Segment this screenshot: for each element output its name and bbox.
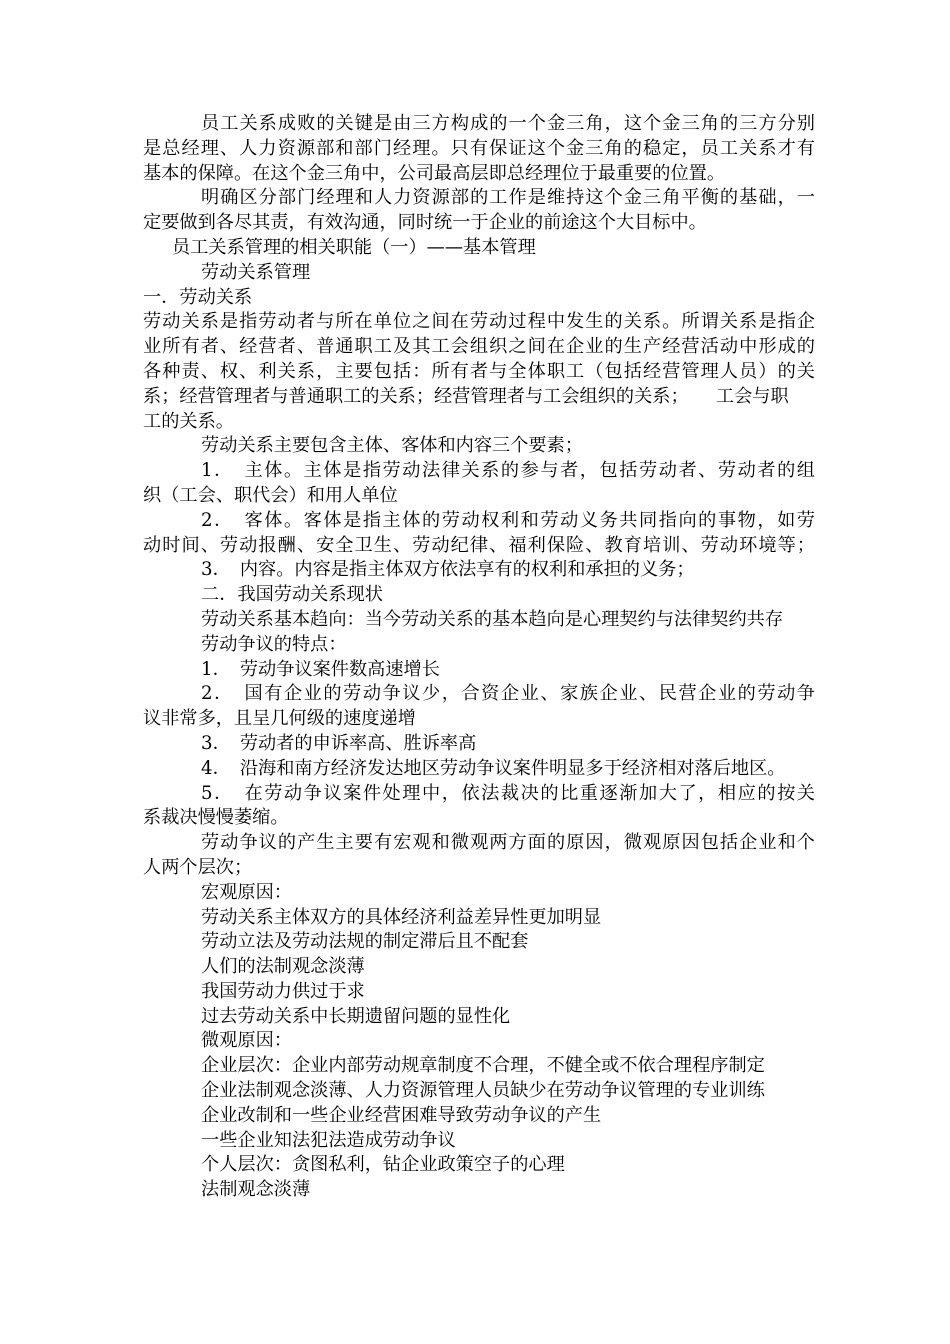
text-line: 1． 劳动争议案件数高速增长 bbox=[201, 658, 440, 680]
text-line: 人两个层次； bbox=[143, 856, 253, 878]
text-line: 动时间、劳动报酬、安全卫生、劳动纪律、福利保险、教育培训、劳动环境等； bbox=[143, 534, 815, 556]
text-line: 1． 主体。主体是指劳动法律关系的参与者，包括劳动者、劳动者的组 bbox=[201, 460, 815, 482]
text-line: 劳动关系主要包含主体、客体和内容三个要素； bbox=[201, 435, 583, 457]
text-line: 劳动关系主体双方的具体经济利益差异性更加明显 bbox=[201, 906, 602, 928]
text-line: 宏观原因： bbox=[201, 881, 292, 903]
text-line: 工的关系。 bbox=[143, 410, 234, 432]
text-line: 各种责、权、利关系，主要包括：所有者与全体职工（包括经营管理人员）的关 bbox=[143, 360, 815, 382]
text-line: 个人层次：贪图私利，钻企业政策空子的心理 bbox=[201, 1154, 565, 1176]
text-line: 议非常多，且呈几何级的速度递增 bbox=[143, 708, 416, 730]
text-line: 是总经理、人力资源部和部门经理。只有保证这个金三角的稳定，员工关系才有 bbox=[143, 137, 815, 159]
text-line: 业所有者、经营者、普通职工及其工会组织之间在企业的生产经营活动中形成的 bbox=[143, 336, 815, 358]
text-line: 3． 劳动者的申诉率高、胜诉率高 bbox=[201, 732, 477, 754]
text-line: 企业法制观念淡薄、人力资源管理人员缺少在劳动争议管理的专业训练 bbox=[201, 1080, 765, 1102]
document-page bbox=[143, 112, 815, 1203]
text-line: 3． 内容。内容是指主体双方依法享有的权利和承担的义务； bbox=[201, 559, 695, 581]
text-line: 微观原因： bbox=[201, 1030, 292, 1052]
text-line: 劳动争议的产生主要有宏观和微观两方面的原因，微观原因包括企业和个 bbox=[201, 832, 815, 854]
text-line: 系；经营管理者与普通职工的关系；经营管理者与工会组织的关系； 工会与职 bbox=[143, 385, 789, 407]
text-line: 织（工会、职代会）和用人单位 bbox=[143, 484, 398, 506]
text-line: 定要做到各尽其责，有效沟通，同时统一于企业的前途这个大目标中。 bbox=[143, 212, 707, 234]
text-line: 劳动关系管理 bbox=[201, 261, 311, 283]
text-line: 系裁决慢慢萎缩。 bbox=[143, 807, 289, 829]
text-line: 我国劳动力供过于求 bbox=[201, 980, 365, 1002]
text-line: 劳动关系基本趋向：当今劳动关系的基本趋向是心理契约与法律契约共存 bbox=[201, 608, 784, 630]
text-line: 2． 国有企业的劳动争议少，合资企业、家族企业、民营企业的劳动争 bbox=[201, 683, 815, 705]
text-line: 一些企业知法犯法造成劳动争议 bbox=[201, 1129, 456, 1151]
text-line: 二．我国劳动关系现状 bbox=[201, 584, 383, 606]
text-line: 基本的保障。在这个金三角中，公司最高层即总经理位于最重要的位置。 bbox=[143, 162, 726, 184]
text-line: 5． 在劳动争议案件处理中，依法裁决的比重逐渐加大了，相应的按关 bbox=[201, 782, 815, 804]
text-line: 劳动立法及劳动法规的制定滞后且不配套 bbox=[201, 931, 529, 953]
text-line: 员工关系成败的关键是由三方构成的一个金三角，这个金三角的三方分别 bbox=[201, 113, 815, 134]
text-line: 明确区分部门经理和人力资源部的工作是维持这个金三角平衡的基础，一 bbox=[201, 187, 815, 209]
text-line: 员工关系管理的相关职能（一）——基本管理 bbox=[172, 236, 536, 258]
text-line: 企业改制和一些企业经营困难导致劳动争议的产生 bbox=[201, 1104, 602, 1126]
text-line: 法制观念淡薄 bbox=[201, 1179, 311, 1201]
text-line: 2． 客体。客体是指主体的劳动权利和劳动义务共同指向的事物，如劳 bbox=[201, 509, 815, 531]
text-line: 企业层次：企业内部劳动规章制度不合理，不健全或不依合理程序制定 bbox=[201, 1055, 765, 1077]
text-line: 一．劳动关系 bbox=[143, 286, 253, 308]
text-line: 过去劳动关系中长期遗留问题的显性化 bbox=[201, 1005, 511, 1027]
text-line: 4． 沿海和南方经济发达地区劳动争议案件明显多于经济相对落后地区。 bbox=[201, 757, 786, 779]
text-line: 劳动关系是指劳动者与所在单位之间在劳动过程中发生的关系。所谓关系是指企 bbox=[143, 311, 815, 333]
text-line: 劳动争议的特点： bbox=[201, 633, 347, 655]
text-line: 人们的法制观念淡薄 bbox=[201, 956, 365, 978]
